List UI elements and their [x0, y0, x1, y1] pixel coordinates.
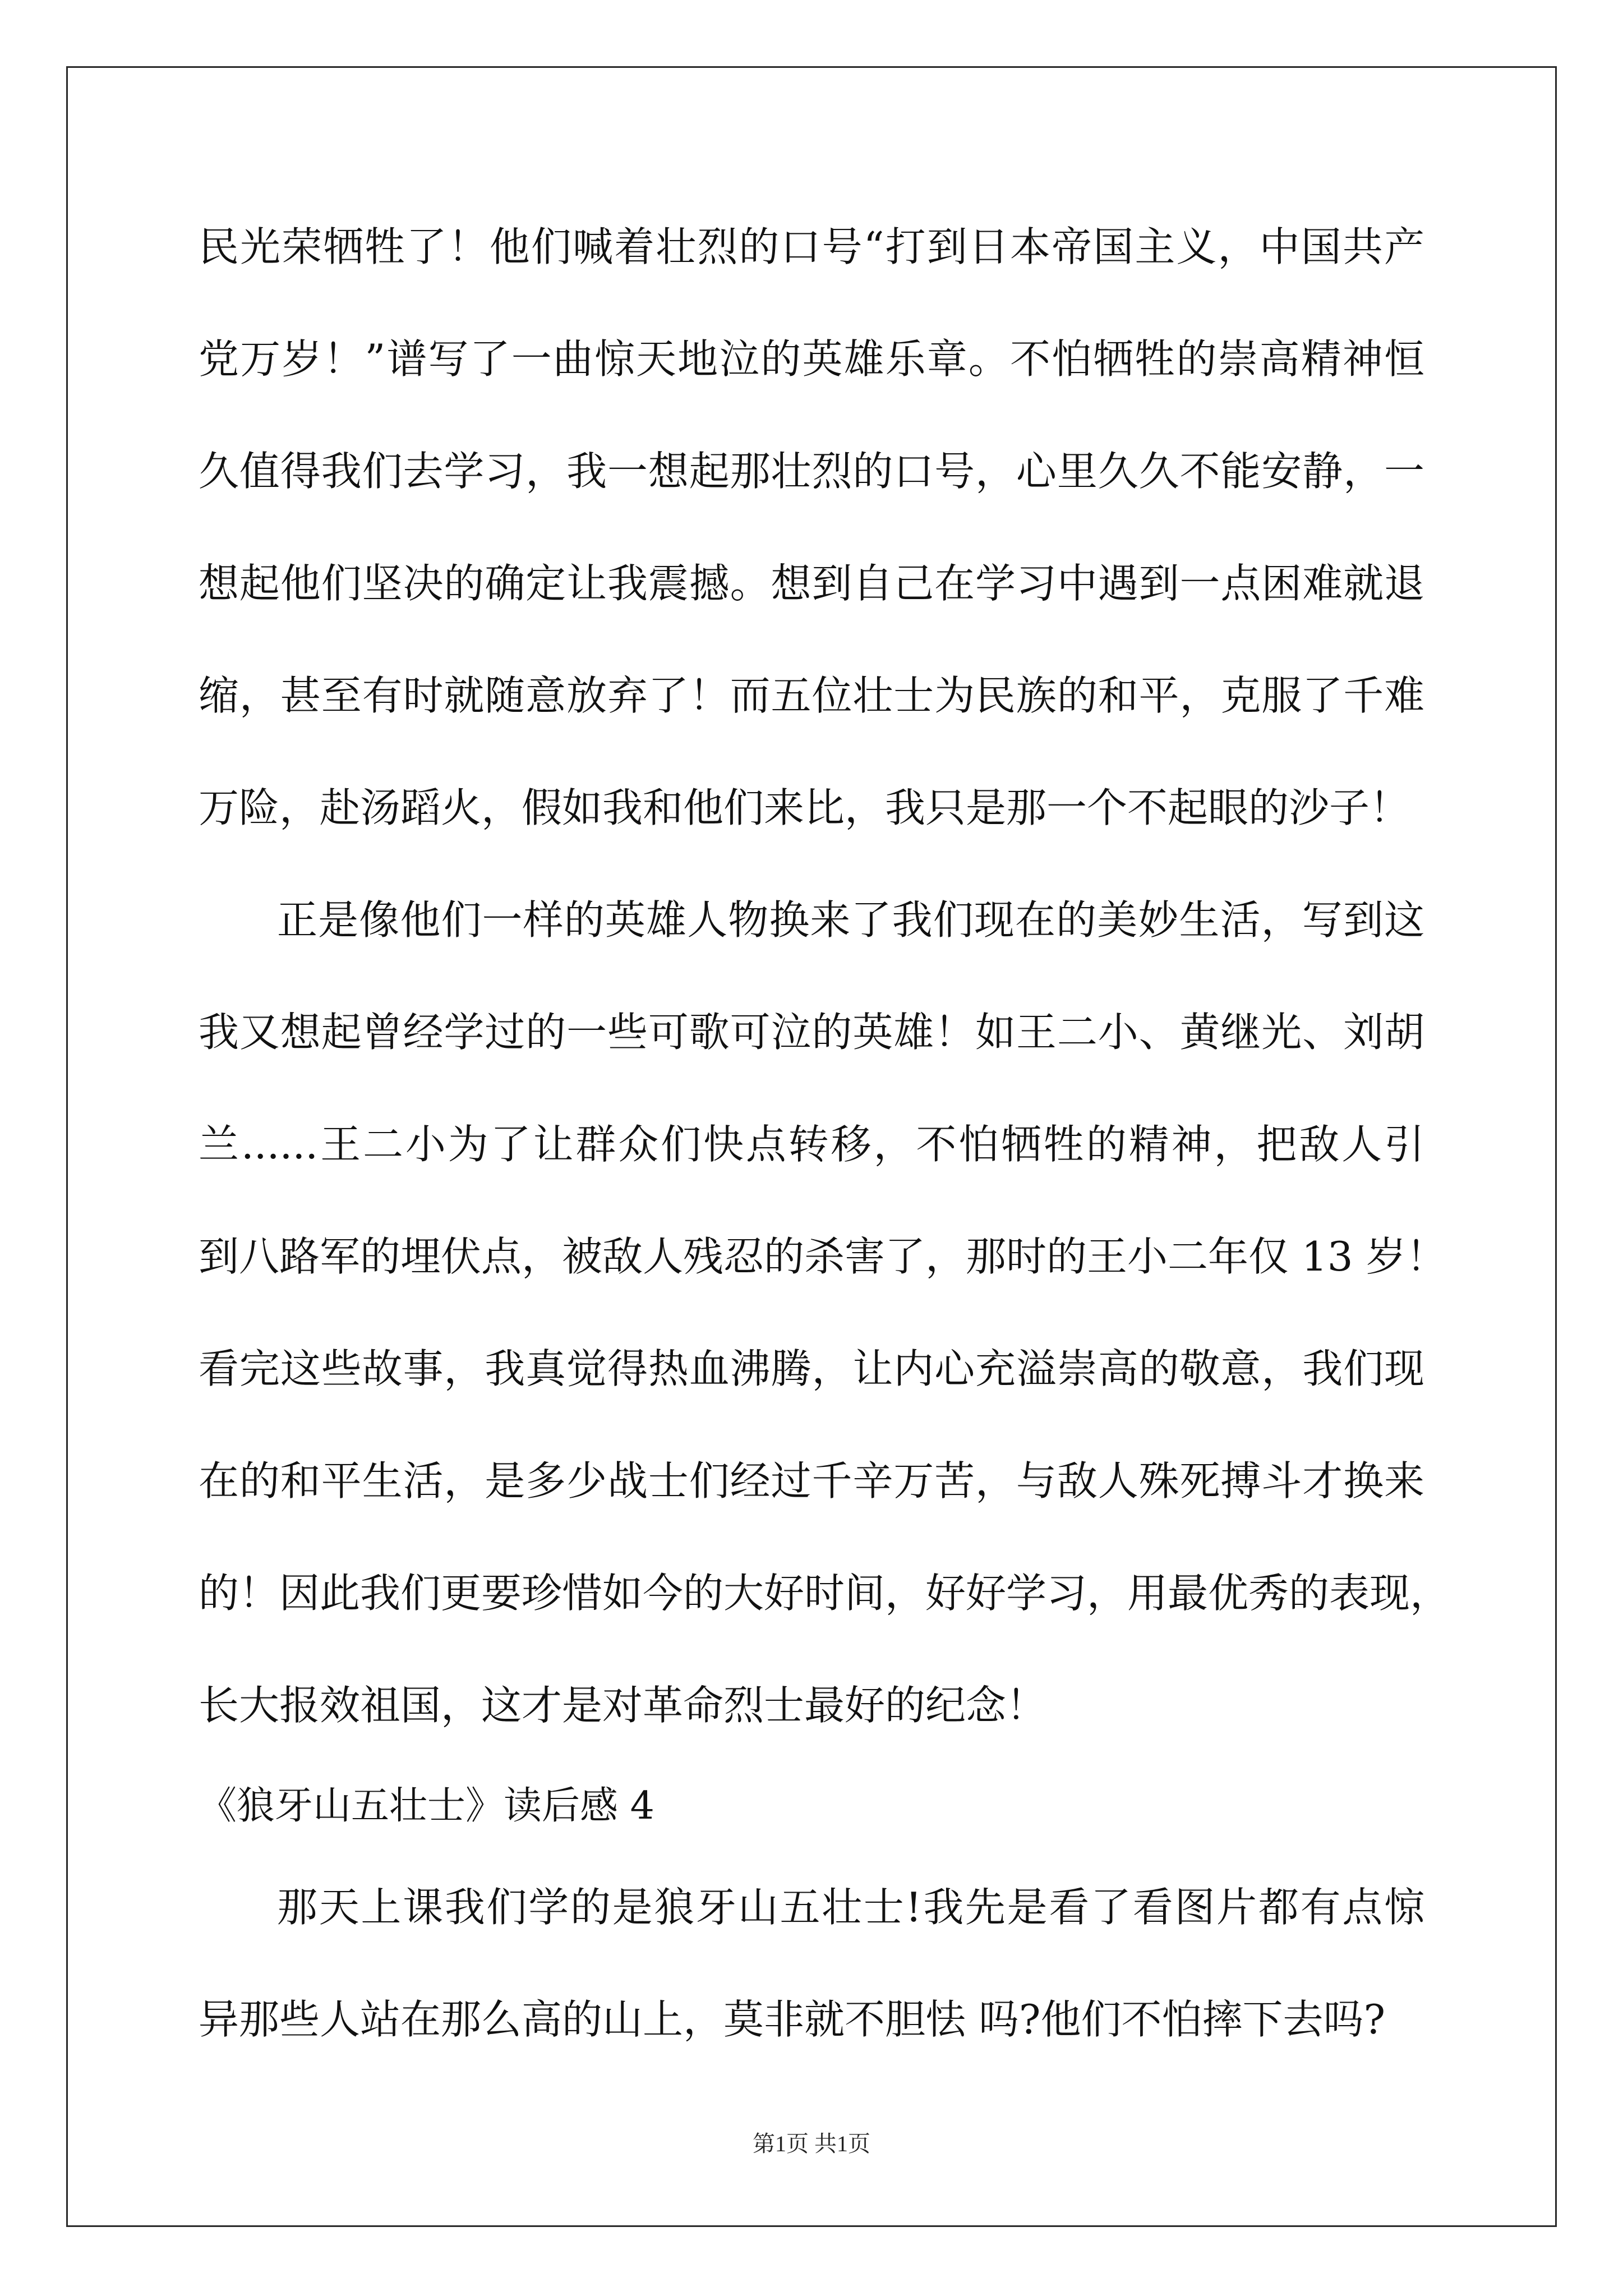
section-heading: 《狼牙山五壮士》读后感 4 [199, 1784, 654, 1828]
text-line: 长大报效祖国，这才是对革命烈士最好的纪念！ [199, 1682, 1047, 1729]
text-line: 正是像他们一样的英雄人物换来了我们现在的美妙生活，写到这 [277, 896, 1424, 944]
page-footer: 第1页 共1页 [753, 2131, 870, 2156]
text-line: 那天上课我们学的是狼牙山五壮士!我先是看了看图片都有点惊 [277, 1884, 1424, 1931]
text-line: 到八路军的埋伏点，被敌人残忍的杀害了，那时的王小二年仅 13 岁！ [199, 1233, 1447, 1280]
text-line: 党万岁！”谱写了一曲惊天地泣的英雄乐章。不怕牺牲的崇高精神恒 [199, 335, 1424, 383]
text-line: 兰......王二小为了让群众们快点转移，不怕牺牲的精神，把敌人引 [199, 1121, 1424, 1168]
text-line: 万险，赴汤蹈火，假如我和他们来比，我只是那一个不起眼的沙子！ [199, 784, 1410, 831]
text-line: 看完这些故事，我真觉得热血沸腾，让内心充溢崇高的敬意，我们现 [199, 1345, 1424, 1392]
text-line: 缩，甚至有时就随意放弃了！而五位壮士为民族的和平，克服了千难 [199, 672, 1424, 719]
text-line: 想起他们坚决的确定让我震撼。想到自己在学习中遇到一点困难就退 [199, 560, 1424, 607]
text-line: 久值得我们去学习，我一想起那壮烈的口号，心里久久不能安静，一 [199, 448, 1424, 495]
text-line: 在的和平生活，是多少战士们经过千辛万苦，与敌人殊死搏斗才换来 [199, 1457, 1424, 1504]
text-line: 民光荣牺牲了！他们喊着壮烈的口号“打到日本帝国主义，中国共产 [199, 223, 1424, 270]
text-line: 异那些人站在那么高的山上，莫非就不胆怯 吗?他们不怕摔下去吗? [199, 1996, 1386, 2043]
text-line: 的！因此我们更要珍惜如今的大好时间，好好学习，用最优秀的表现， [199, 1570, 1451, 1617]
text-line: 我又想起曾经学过的一些可歌可泣的英雄！如王二小、黄继光、刘胡 [199, 1009, 1424, 1056]
